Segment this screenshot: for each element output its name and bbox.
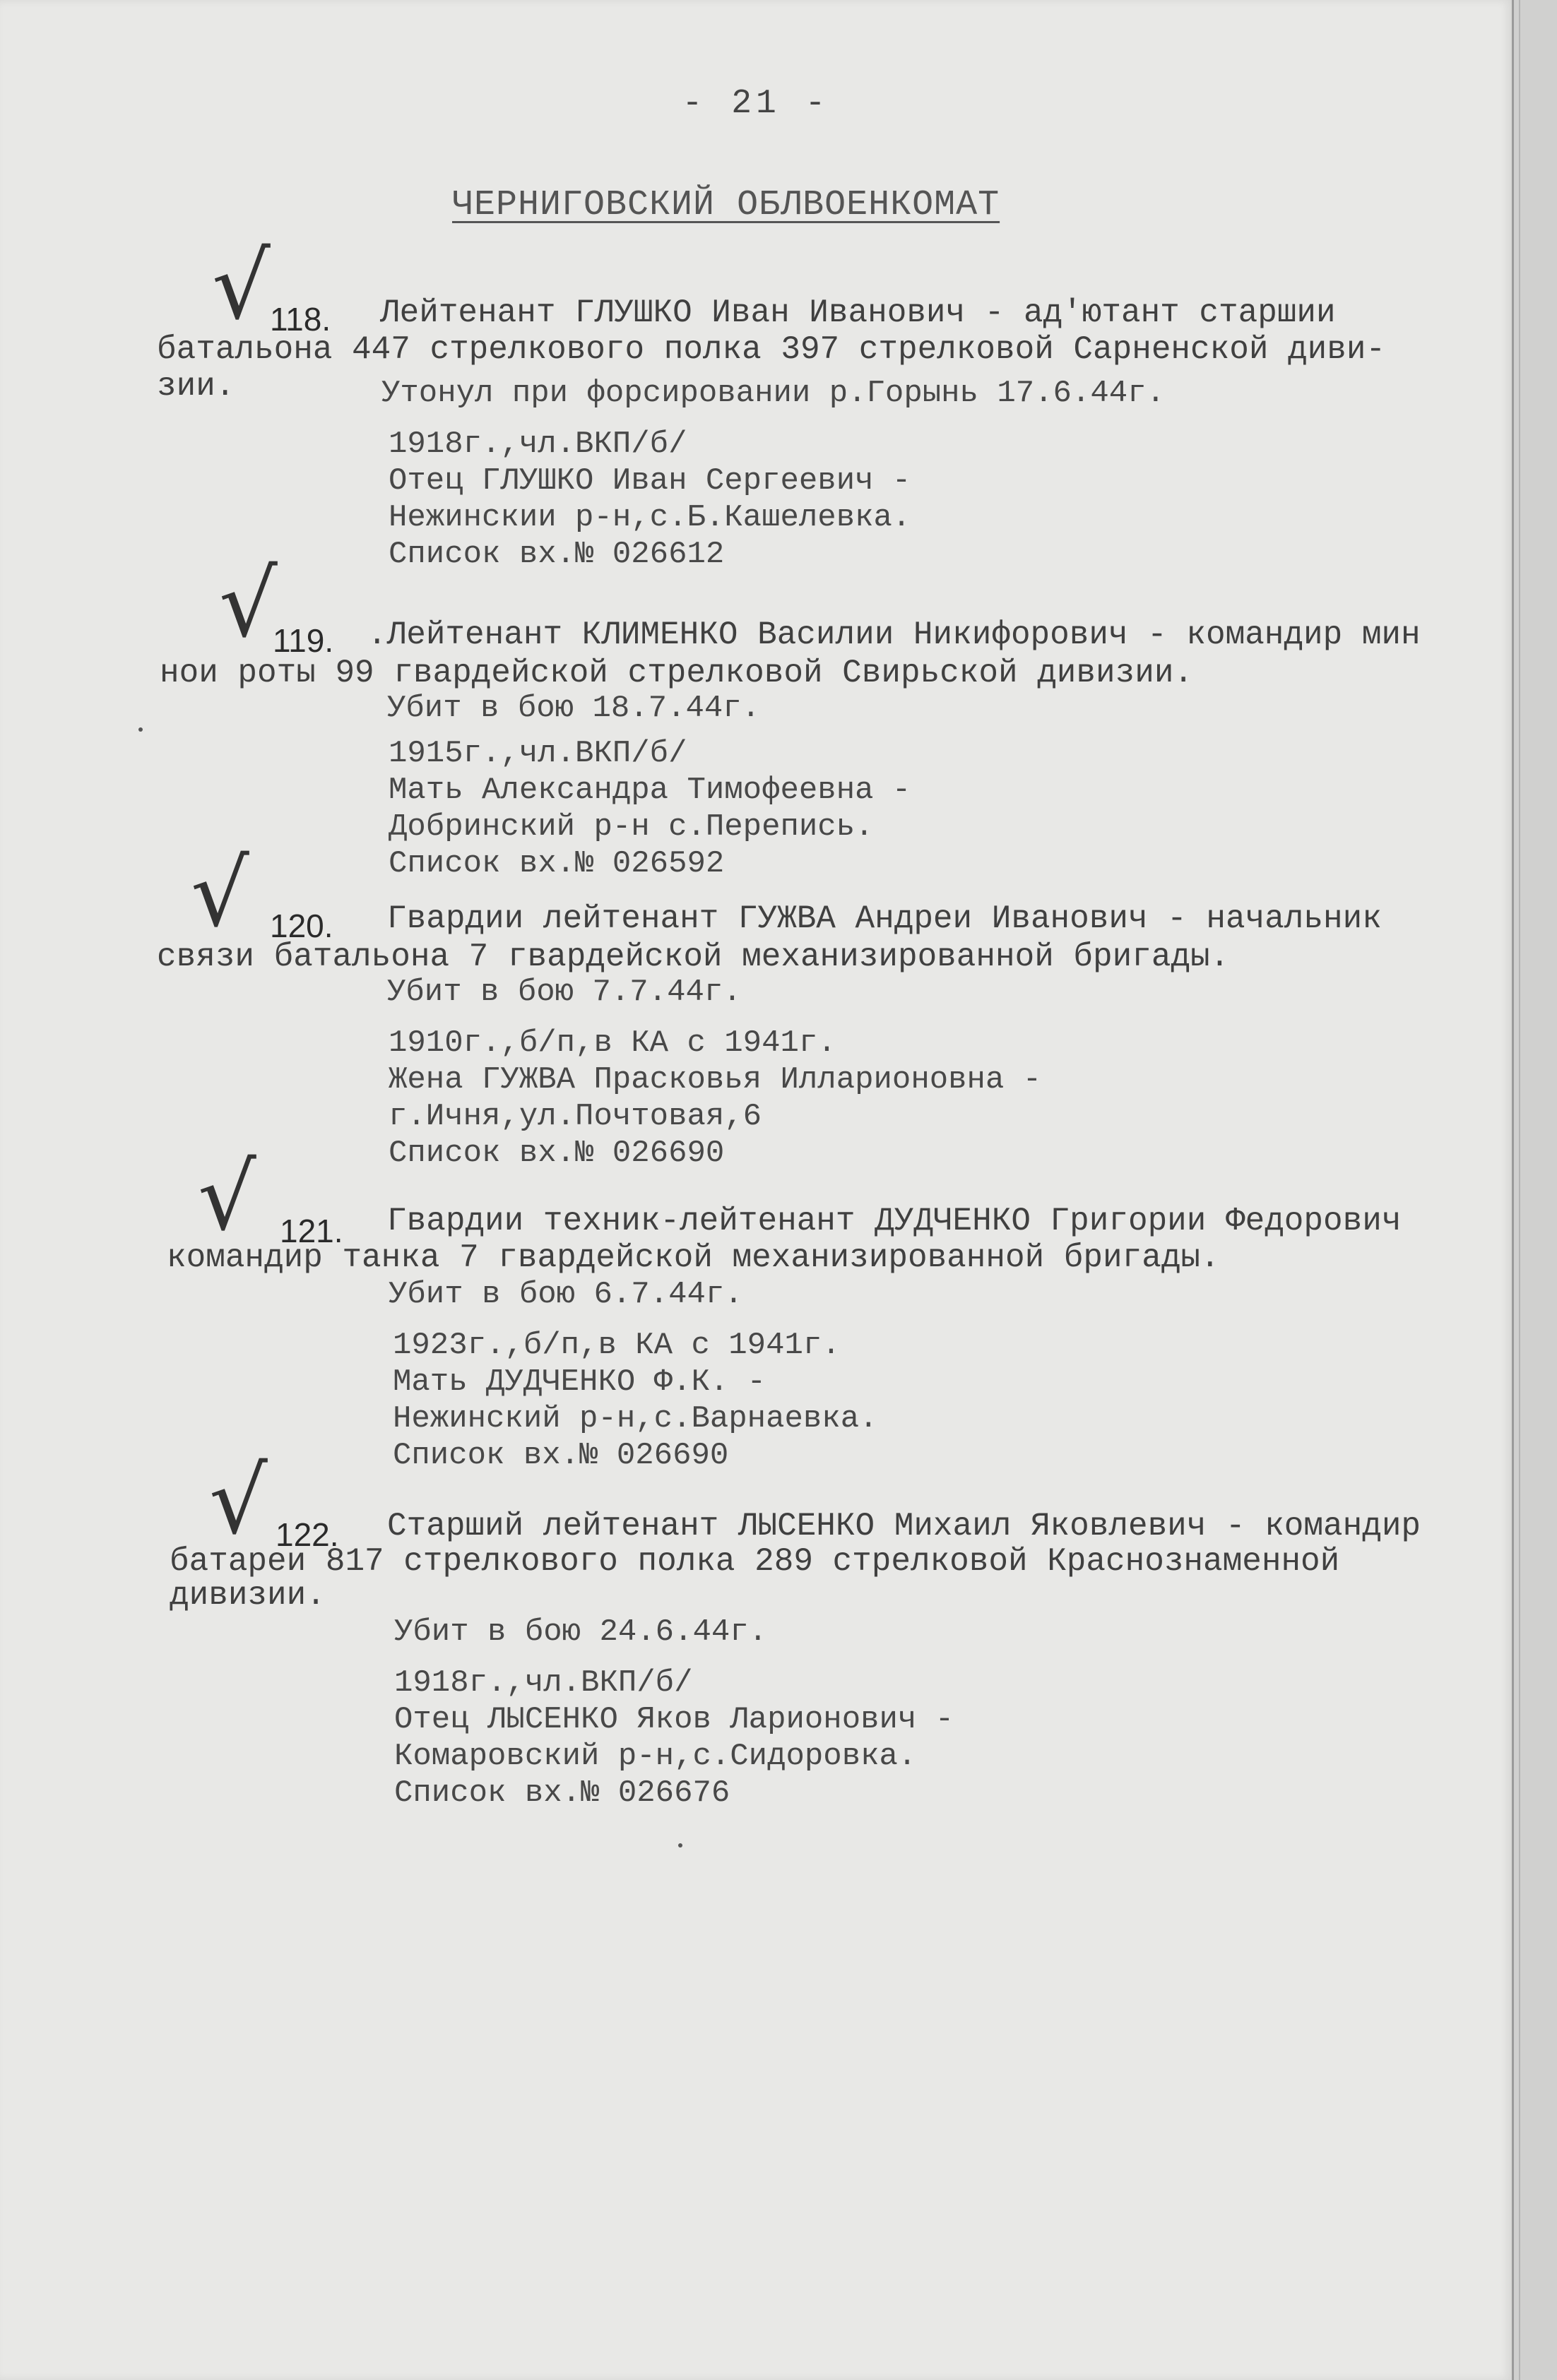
page-heading: ЧЕРНИГОВСКИЙ ОБЛВОЕНКОМАТ (452, 185, 1000, 225)
entry-detail-list: Список вх.№ 026612 (389, 537, 725, 572)
entry-detail-relative: Отец ЛЫСЕНКО Яков Ларионович - (394, 1702, 954, 1737)
entry-number: 122. (276, 1516, 339, 1553)
entry-detail-address: Нежинскии р-н,с.Б.Кашелевка. (389, 500, 911, 535)
entry-detail-birth: 1918г.,чл.ВКП/б/ (389, 427, 687, 462)
checkmark-icon: √ (212, 232, 271, 340)
entry-detail-address: Нежинский р-н,с.Варнаевка. (393, 1401, 878, 1436)
entry-line-1: Гвардии техник-лейтенант ДУДЧЕНКО Григории Федорович (387, 1203, 1402, 1239)
checkmark-icon: √ (191, 840, 249, 947)
ink-dot (678, 1843, 682, 1848)
entry-line-3: зии. (157, 368, 235, 405)
entry-fate: Убит в бою 6.7.44г. (389, 1277, 743, 1312)
entry-fate: Убит в бою 18.7.44г. (387, 691, 761, 726)
entry-detail-list: Список вх.№ 026592 (389, 846, 725, 881)
entry-detail-birth: 1918г.,чл.ВКП/б/ (394, 1665, 693, 1701)
entry-detail-list: Список вх.№ 026676 (394, 1775, 730, 1811)
entry-detail-birth: 1923г.,б/п,в КА с 1941г. (393, 1328, 841, 1363)
entry-line-1: .Лейтенант КЛИМЕНКО Василии Никифорович - командир мин (367, 617, 1421, 653)
entry-line-2: нои роты 99 гвардейской стрелковой Свирьской дивизии. (160, 655, 1194, 691)
entry-line-2: командир танка 7 гвардейской механизированной бригады. (167, 1239, 1220, 1276)
entry-detail-address: Добринский р-н с.Перепись. (389, 809, 874, 845)
entry-number: 121. (280, 1213, 343, 1249)
entry-line-2: батальона 447 стрелкового полка 397 стрелковой Сарненской диви- (157, 331, 1386, 368)
entry-fate: Убит в бою 24.6.44г. (394, 1614, 768, 1650)
entry-detail-address: Комаровский р-н,с.Сидоровка. (394, 1739, 917, 1774)
entry-number: 120. (270, 908, 333, 944)
page-edge-line (1519, 0, 1520, 2380)
checkmark-icon: √ (209, 1447, 268, 1554)
entry-detail-relative: Мать ДУДЧЕНКО Ф.К. - (393, 1364, 766, 1400)
entry-line-1: Гвардии лейтенант ГУЖВА Андреи Иванович - начальник (387, 900, 1382, 937)
entry-detail-relative: Отец ГЛУШКО Иван Сергеевич - (389, 463, 911, 499)
entry-detail-relative: Жена ГУЖВА Прасковья Илларионовна - (389, 1062, 1042, 1097)
entry-detail-birth: 1910г.,б/п,в КА с 1941г. (389, 1025, 836, 1061)
entry-number: 119. (273, 622, 334, 659)
entry-fate: Убит в бою 7.7.44г. (387, 975, 742, 1010)
page-number: - 21 - (682, 85, 830, 123)
entry-line-2: батареи 817 стрелкового полка 289 стрелковой Краснознаменной (170, 1543, 1340, 1580)
entry-line-1: Старший лейтенант ЛЫСЕНКО Михаил Яковлевич - командир (387, 1508, 1421, 1545)
entry-fate: Утонул при форсировании р.Горынь 17.6.44г. (381, 376, 1165, 411)
checkmark-icon: √ (198, 1143, 256, 1251)
entry-number: 118. (270, 301, 331, 338)
entry-line-2: связи батальона 7 гвардейской механизированной бригады. (157, 939, 1230, 975)
entry-detail-relative: Мать Александра Тимофеевна - (389, 773, 911, 808)
entry-line-3: дивизии. (170, 1577, 326, 1614)
entry-detail-address: г.Ичня,ул.Почтовая,6 (389, 1099, 762, 1134)
ink-dot (138, 727, 143, 732)
entry-detail-list: Список вх.№ 026690 (393, 1438, 729, 1473)
entry-line-1: Лейтенант ГЛУШКО Иван Иванович - ад'ютант старшии (380, 294, 1336, 331)
entry-detail-birth: 1915г.,чл.ВКП/б/ (389, 736, 687, 771)
checkmark-icon: √ (219, 550, 278, 658)
entry-detail-list: Список вх.№ 026690 (389, 1136, 725, 1171)
